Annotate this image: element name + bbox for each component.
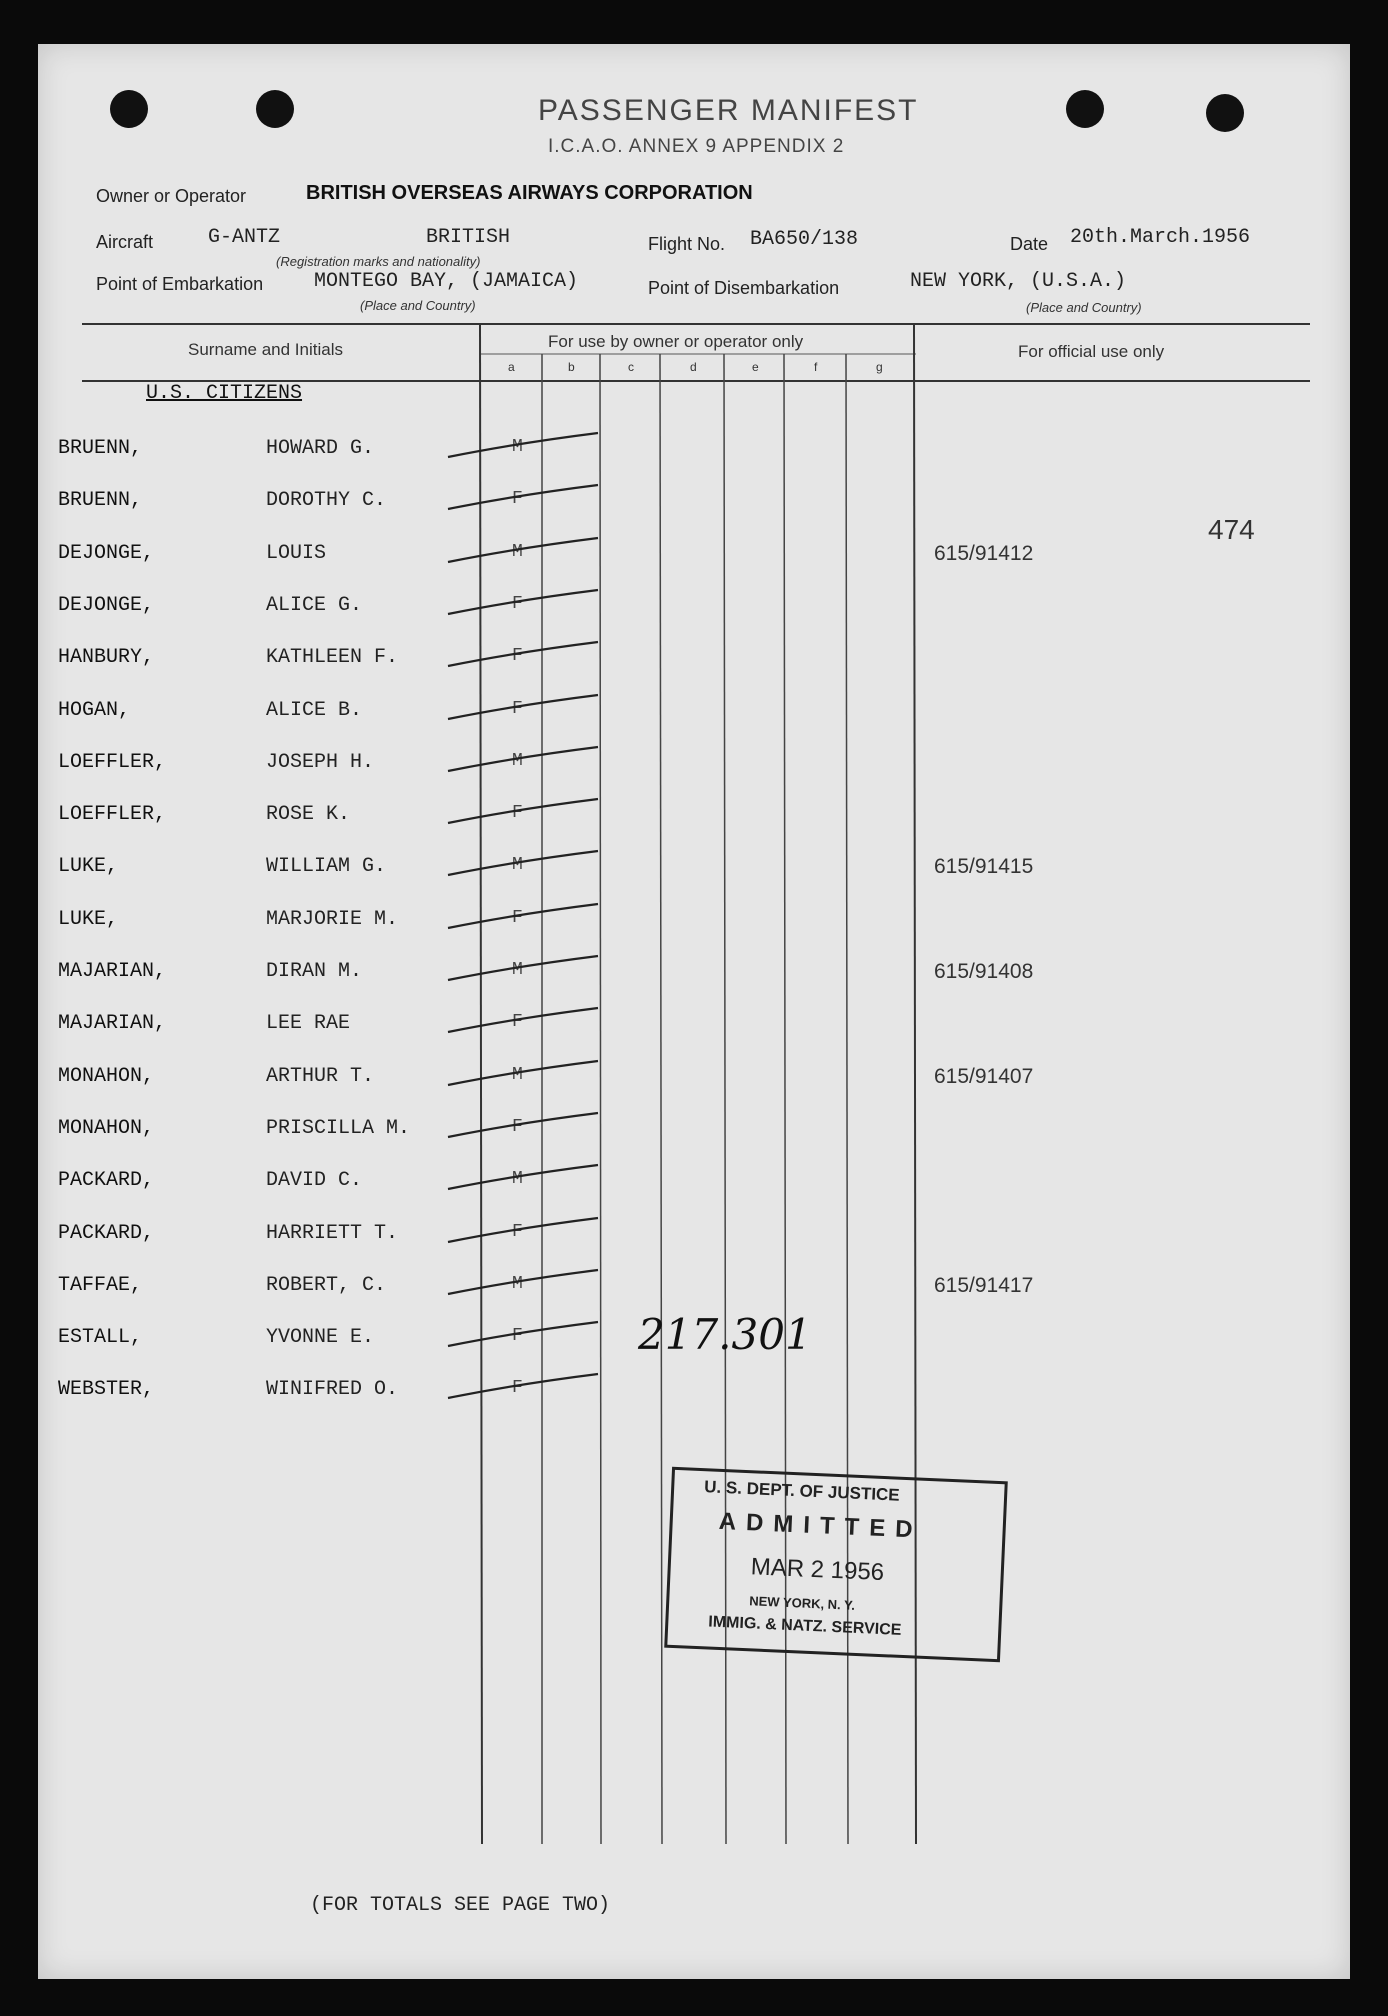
passenger-given-name: MARJORIE M. bbox=[266, 908, 399, 931]
owner-use-header: For use by owner or operator only bbox=[548, 332, 804, 351]
disembarkation-value: NEW YORK, (U.S.A.) bbox=[910, 270, 1127, 293]
stamp-line-2: ADMITTED bbox=[718, 1507, 924, 1544]
check-stroke bbox=[438, 1157, 608, 1197]
official-reference: 615/91412 bbox=[934, 542, 1034, 565]
aircraft-label: Aircraft bbox=[96, 232, 154, 252]
check-stroke bbox=[438, 739, 608, 779]
passenger-sex: F bbox=[512, 1012, 523, 1032]
owner-value: BRITISH OVERSEAS AIRWAYS CORPORATION bbox=[306, 182, 753, 204]
check-stroke bbox=[438, 1210, 608, 1250]
check-stroke bbox=[438, 1105, 608, 1145]
passenger-sex: F bbox=[512, 803, 523, 823]
check-stroke bbox=[438, 1053, 608, 1093]
passenger-given-name: PRISCILLA M. bbox=[266, 1117, 411, 1140]
passenger-given-name: ROBERT, C. bbox=[266, 1274, 387, 1297]
manifest-page bbox=[38, 44, 1350, 1979]
manifest-subtitle: I.C.A.O. ANNEX 9 APPENDIX 2 bbox=[548, 136, 845, 157]
official-use-header: For official use only bbox=[1018, 342, 1165, 361]
check-stroke bbox=[438, 582, 608, 622]
passenger-surname: BRUENN, bbox=[58, 489, 143, 512]
footer-note: (FOR TOTALS SEE PAGE TWO) bbox=[310, 1894, 611, 1917]
passenger-sex: M bbox=[512, 855, 523, 875]
passenger-given-name: ALICE B. bbox=[266, 699, 363, 722]
disembarkation-label: Point of Disembarkation bbox=[648, 278, 840, 298]
passenger-given-name: ALICE G. bbox=[266, 594, 363, 617]
surname-column-header: Surname and Initials bbox=[188, 340, 343, 359]
sub-column-b: b bbox=[568, 360, 575, 374]
passenger-surname: PACKARD, bbox=[58, 1169, 155, 1192]
passenger-surname: LOEFFLER, bbox=[58, 803, 167, 826]
manifest-title: PASSENGER MANIFEST bbox=[538, 94, 919, 127]
embarkation-value: MONTEGO BAY, (JAMAICA) bbox=[314, 270, 579, 293]
passenger-sex: F bbox=[512, 1326, 523, 1346]
official-reference: 615/91407 bbox=[934, 1065, 1034, 1088]
check-stroke bbox=[438, 530, 608, 570]
sub-column-d: d bbox=[690, 360, 697, 374]
stamp-line-4: NEW YORK, N. Y. bbox=[749, 1593, 856, 1613]
passenger-surname: ESTALL, bbox=[58, 1326, 143, 1349]
check-stroke bbox=[438, 1366, 608, 1406]
section-label: U.S. CITIZENS bbox=[146, 382, 303, 405]
disembarkation-note: (Place and Country) bbox=[1026, 300, 1142, 315]
passenger-sex: M bbox=[512, 1274, 523, 1294]
passenger-sex: F bbox=[512, 594, 523, 614]
passenger-sex: F bbox=[512, 1222, 523, 1242]
sub-column-g: g bbox=[876, 360, 883, 374]
date-label: Date bbox=[1010, 234, 1049, 254]
check-stroke bbox=[438, 896, 608, 936]
passenger-sex: F bbox=[512, 646, 523, 666]
check-stroke bbox=[438, 425, 608, 465]
owner-label: Owner or Operator bbox=[96, 186, 247, 206]
official-reference: 615/91408 bbox=[934, 960, 1034, 983]
stamp-line-5: IMMIG. & NATZ. SERVICE bbox=[708, 1613, 902, 1639]
passenger-sex: M bbox=[512, 542, 523, 562]
check-stroke bbox=[438, 843, 608, 883]
passenger-surname: TAFFAE, bbox=[58, 1274, 143, 1297]
passenger-given-name: WILLIAM G. bbox=[266, 855, 387, 878]
passenger-sex: M bbox=[512, 1065, 523, 1085]
check-stroke bbox=[438, 634, 608, 674]
passenger-given-name: ARTHUR T. bbox=[266, 1065, 375, 1088]
sub-column-c: c bbox=[628, 360, 634, 374]
sub-column-a: a bbox=[508, 360, 515, 374]
date-value: 20th.March.1956 bbox=[1070, 226, 1251, 249]
passenger-surname: MAJARIAN, bbox=[58, 1012, 167, 1035]
page-number: 474 bbox=[1208, 514, 1255, 545]
passenger-given-name: HOWARD G. bbox=[266, 437, 375, 460]
sub-column-e: e bbox=[752, 360, 759, 374]
passenger-given-name: DOROTHY C. bbox=[266, 489, 387, 512]
passenger-sex: F bbox=[512, 699, 523, 719]
passenger-surname: MONAHON, bbox=[58, 1117, 155, 1140]
check-stroke bbox=[438, 791, 608, 831]
passenger-sex: M bbox=[512, 437, 523, 457]
passenger-surname: BRUENN, bbox=[58, 437, 143, 460]
official-reference: 615/91415 bbox=[934, 855, 1034, 878]
passenger-surname: HOGAN, bbox=[58, 699, 131, 722]
passenger-given-name: JOSEPH H. bbox=[266, 751, 375, 774]
stamp-line-3: MAR 2 1956 bbox=[750, 1553, 885, 1587]
passenger-sex: M bbox=[512, 960, 523, 980]
passenger-given-name: HARRIETT T. bbox=[266, 1222, 399, 1245]
official-reference: 615/91417 bbox=[934, 1274, 1034, 1297]
passenger-surname: MAJARIAN, bbox=[58, 960, 167, 983]
stamp-line-1: U. S. DEPT. OF JUSTICE bbox=[703, 1477, 901, 1505]
aircraft-note: (Registration marks and nationality) bbox=[276, 254, 481, 269]
passenger-given-name: DAVID C. bbox=[266, 1169, 363, 1192]
passenger-surname: PACKARD, bbox=[58, 1222, 155, 1245]
passenger-surname: HANBURY, bbox=[58, 646, 155, 669]
check-stroke bbox=[438, 687, 608, 727]
check-stroke bbox=[438, 1314, 608, 1354]
check-stroke bbox=[438, 1262, 608, 1302]
check-stroke bbox=[438, 1000, 608, 1040]
passenger-surname: WEBSTER, bbox=[58, 1378, 155, 1401]
passenger-sex: F bbox=[512, 908, 523, 928]
passenger-given-name: DIRAN M. bbox=[266, 960, 363, 983]
handwritten-note: 217.301 bbox=[638, 1310, 812, 1359]
passenger-surname: DEJONGE, bbox=[58, 594, 155, 617]
passenger-surname: LOEFFLER, bbox=[58, 751, 167, 774]
check-stroke bbox=[438, 477, 608, 517]
passenger-sex: F bbox=[512, 1378, 523, 1398]
flight-label: Flight No. bbox=[648, 234, 726, 254]
passenger-given-name: LOUIS bbox=[266, 542, 327, 565]
passenger-given-name: WINIFRED O. bbox=[266, 1378, 399, 1401]
passenger-given-name: YVONNE E. bbox=[266, 1326, 375, 1349]
passenger-surname: LUKE, bbox=[58, 855, 119, 878]
sub-column-f: f bbox=[814, 360, 818, 374]
admission-stamp bbox=[664, 1467, 1008, 1662]
aircraft-nationality: BRITISH bbox=[426, 226, 511, 249]
aircraft-registration: G-ANTZ bbox=[208, 226, 281, 249]
embarkation-note: (Place and Country) bbox=[360, 298, 476, 313]
check-stroke bbox=[438, 948, 608, 988]
passenger-given-name: LEE RAE bbox=[266, 1012, 351, 1035]
flight-number: BA650/138 bbox=[750, 228, 859, 251]
passenger-surname: DEJONGE, bbox=[58, 542, 155, 565]
passenger-given-name: ROSE K. bbox=[266, 803, 351, 826]
passenger-surname: LUKE, bbox=[58, 908, 119, 931]
passenger-sex: M bbox=[512, 1169, 523, 1189]
passenger-sex: F bbox=[512, 489, 523, 509]
passenger-surname: MONAHON, bbox=[58, 1065, 155, 1088]
passenger-sex: F bbox=[512, 1117, 523, 1137]
embarkation-label: Point of Embarkation bbox=[96, 274, 264, 294]
passenger-sex: M bbox=[512, 751, 523, 771]
passenger-given-name: KATHLEEN F. bbox=[266, 646, 399, 669]
